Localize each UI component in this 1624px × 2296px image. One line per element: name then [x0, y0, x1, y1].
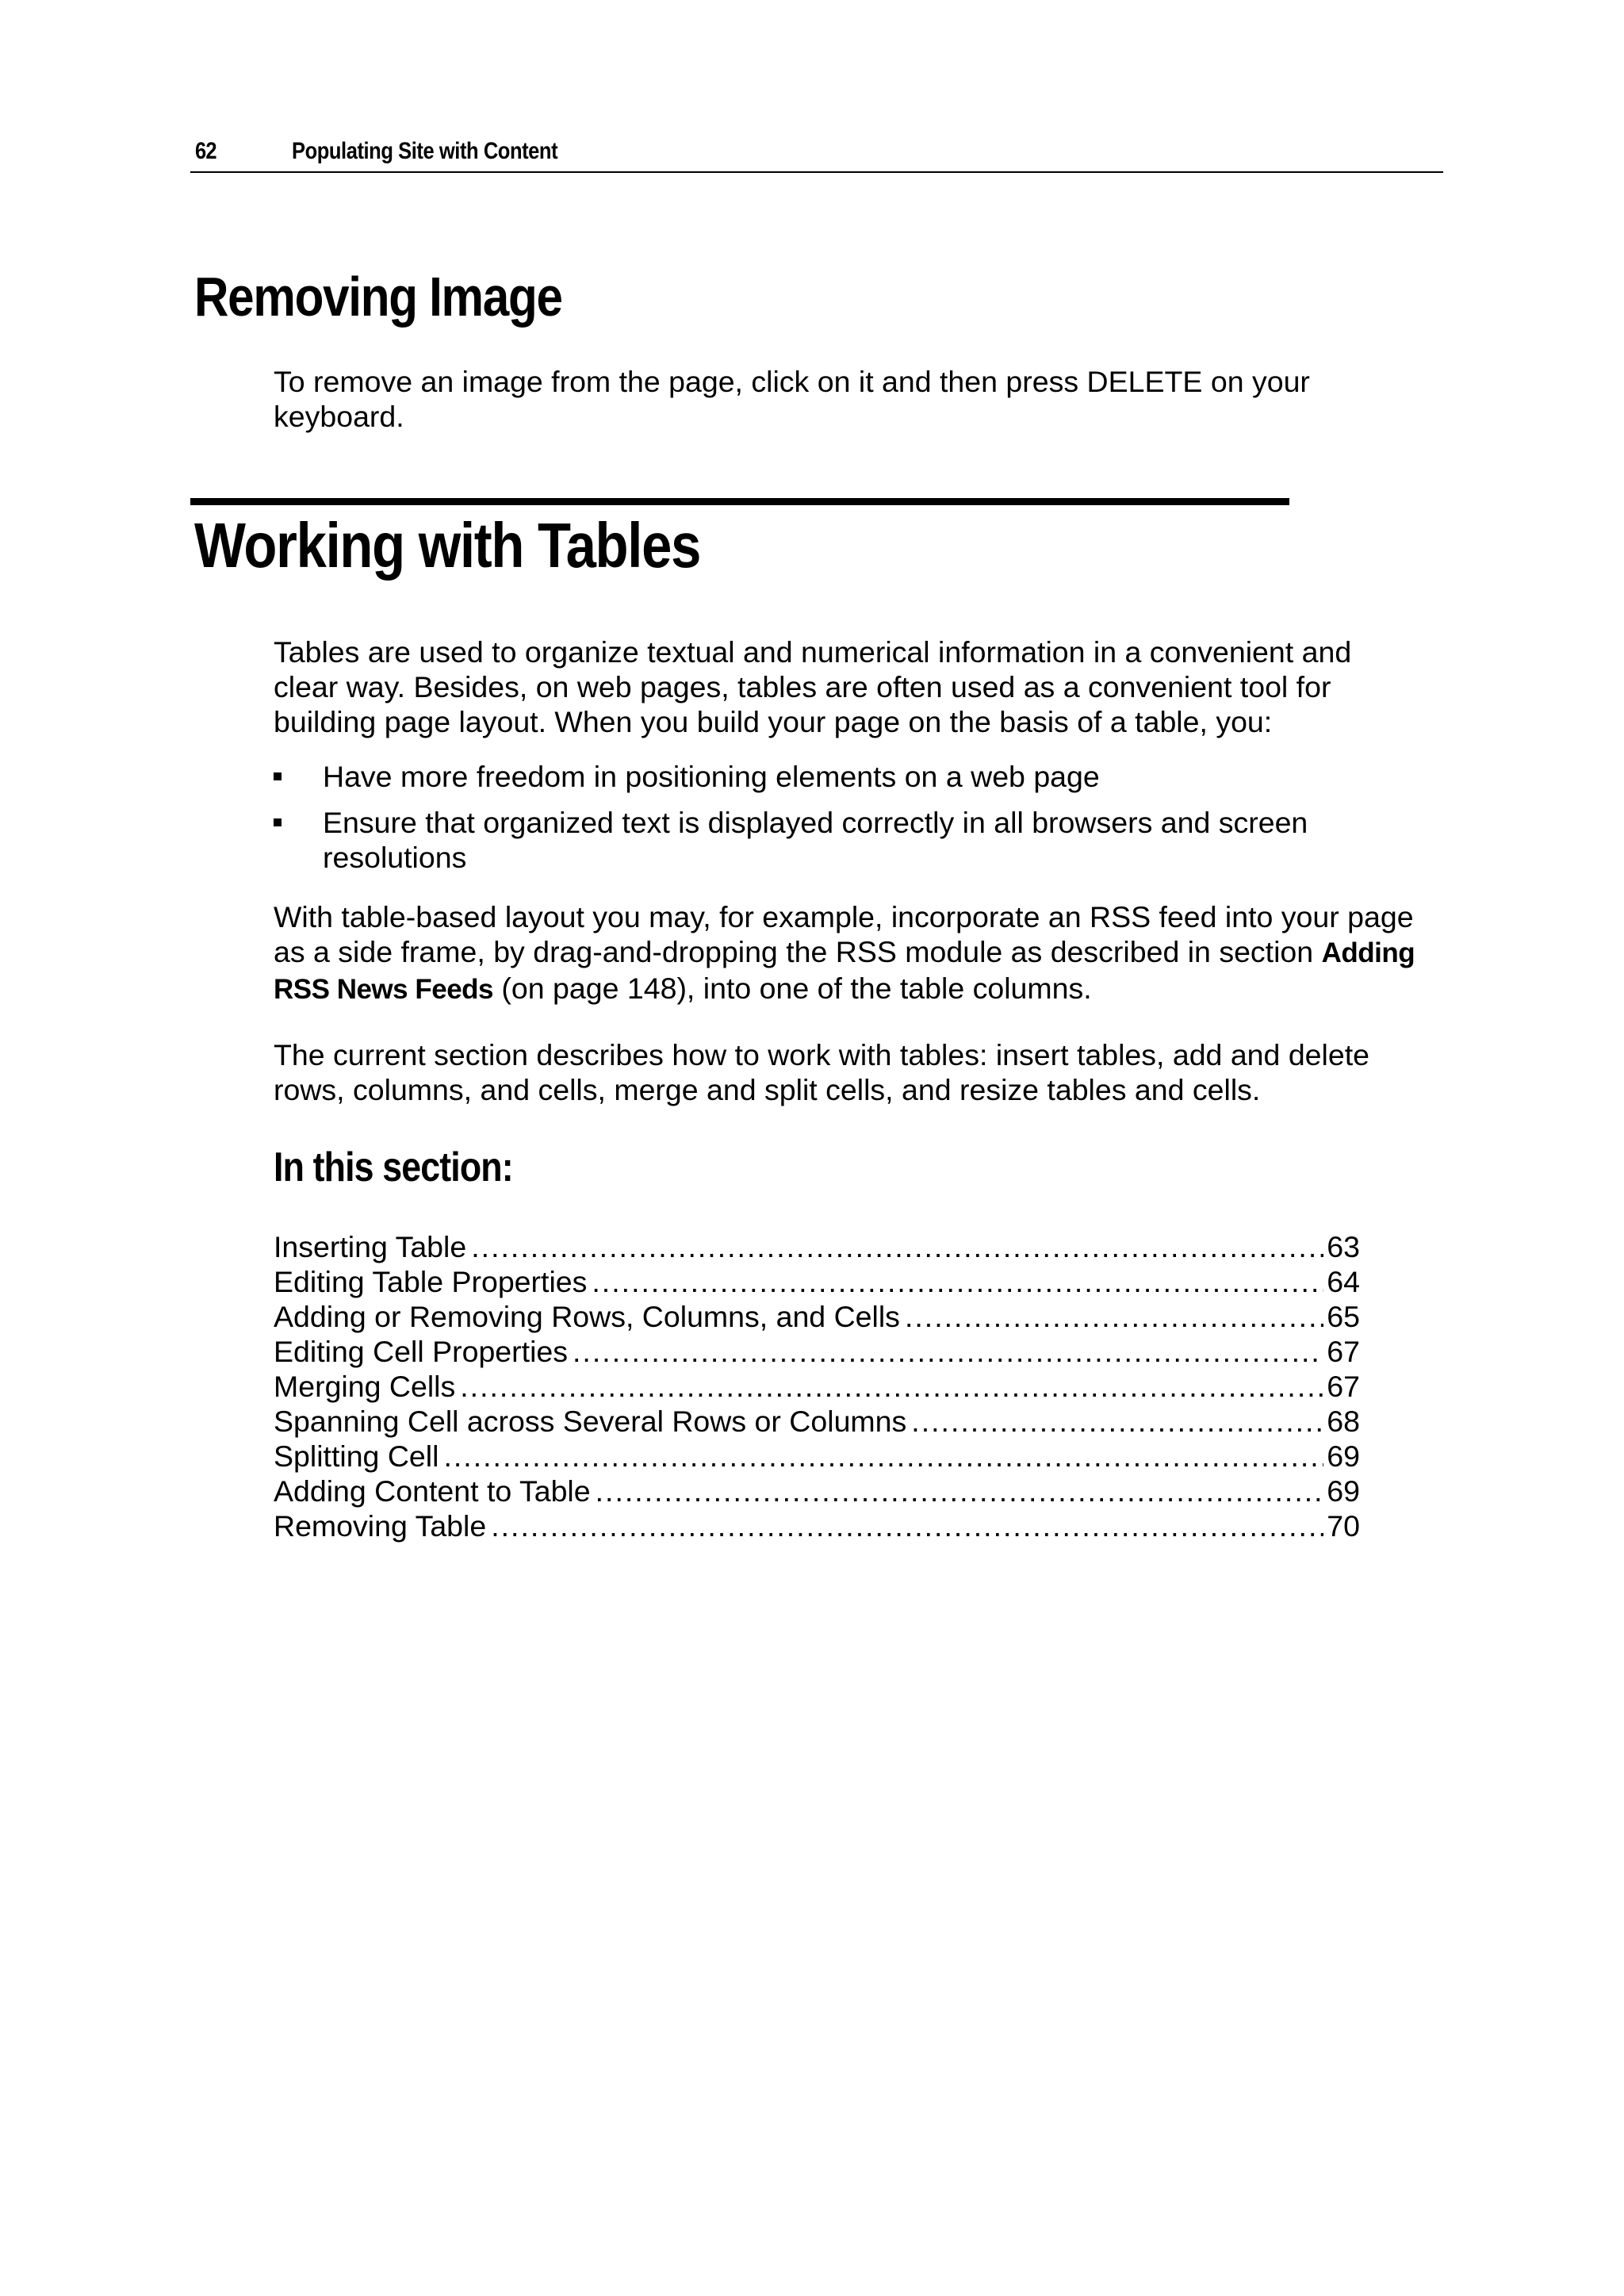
toc-entry-label: Merging Cells: [274, 1370, 456, 1403]
cross-reference-link[interactable]: Adding RSS News Feeds: [274, 937, 1415, 1005]
toc-leader-dots: [905, 1299, 1323, 1334]
toc-entry-label: Removing Table: [274, 1509, 487, 1543]
toc-entry-removing-table[interactable]: [274, 1508, 1360, 1543]
toc-leader-dots: [592, 1264, 1323, 1299]
heading-working-with-tables: Working with Tables: [194, 510, 701, 581]
toc-entry-label: Splitting Cell: [274, 1439, 439, 1473]
toc-entry-adding-content[interactable]: [274, 1474, 1360, 1508]
toc-entry-inserting-table[interactable]: [274, 1229, 1360, 1264]
toc-entry-adding-removing-rows[interactable]: [274, 1299, 1360, 1334]
toc-leader-dots: [460, 1369, 1323, 1404]
toc-entry-editing-cell-properties[interactable]: [274, 1334, 1360, 1369]
toc-entry-label: Inserting Table: [274, 1230, 467, 1263]
list-item: [274, 805, 1400, 875]
toc-entry-page: 63: [1327, 1230, 1360, 1263]
list-item: [274, 759, 1400, 794]
square-bullet-icon: [274, 818, 282, 826]
toc-entry-splitting-cell[interactable]: [274, 1439, 1360, 1474]
heading-in-this-section: In this section:: [274, 1144, 513, 1190]
toc-entry-label: Adding Content to Table: [274, 1474, 591, 1508]
toc-entry-label: Adding or Removing Rows, Columns, and Cells: [274, 1300, 900, 1333]
current-section-paragraph: The current section describes how to work with tables: insert tables, add and delete rows, columns, and cells, merge and split cells, and resize tables and cells.: [274, 1038, 1369, 1106]
rss-paragraph: [274, 899, 1447, 1007]
toc-leader-dots: [573, 1334, 1323, 1369]
toc-entry-page: 65: [1327, 1300, 1360, 1333]
bullet-text: Have more freedom in positioning elements on a web page: [323, 760, 1100, 793]
toc-entry-label: Spanning Cell across Several Rows or Columns: [274, 1405, 907, 1438]
toc-entry-page: 68: [1327, 1405, 1360, 1438]
removing-image-paragraph: To remove an image from the page, click on it and then press DELETE on your keyboard.: [274, 365, 1310, 433]
toc-entry-spanning-cell[interactable]: [274, 1404, 1360, 1439]
toc-entry-label: Editing Table Properties: [274, 1265, 588, 1298]
tables-intro-paragraph: Tables are used to organize textual and numerical information in a convenient and clear way. Besides, on web pages, tables are often used as a convenient tool for building page layout. When you build your page on the basis of a table, you:: [274, 635, 1352, 738]
chapter-rule: [190, 498, 1289, 505]
page-number: 62: [195, 138, 216, 164]
toc-entry-page: 67: [1327, 1335, 1360, 1368]
bullet-list: [274, 759, 1400, 886]
toc-entry-page: 64: [1327, 1265, 1360, 1298]
toc-entry-merging-cells[interactable]: [274, 1369, 1360, 1404]
running-title: Populating Site with Content: [292, 138, 558, 164]
toc-entry-editing-table-properties[interactable]: [274, 1264, 1360, 1299]
rss-paragraph-text-end: (on page 148), into one of the table columns.: [493, 972, 1092, 1005]
toc-entry-label: Editing Cell Properties: [274, 1335, 569, 1368]
table-of-contents: [274, 1229, 1360, 1543]
toc-entry-page: 69: [1327, 1474, 1360, 1508]
toc-entry-page: 70: [1327, 1509, 1360, 1543]
toc-entry-page: 69: [1327, 1439, 1360, 1473]
square-bullet-icon: [274, 772, 282, 780]
toc-leader-dots: [471, 1229, 1323, 1264]
heading-removing-image: Removing Image: [194, 266, 562, 328]
toc-leader-dots: [443, 1439, 1323, 1474]
toc-leader-dots: [911, 1404, 1323, 1439]
page-header: [190, 135, 1443, 173]
rss-paragraph-text: With table-based layout you may, for example, incorporate an RSS feed into your page as a side frame, by drag-and-dropping the RSS module as described in section: [274, 900, 1414, 968]
toc-leader-dots: [491, 1508, 1323, 1543]
bullet-text: Ensure that organized text is displayed correctly in all browsers and screen resolutions: [323, 806, 1308, 874]
toc-leader-dots: [596, 1474, 1324, 1508]
toc-entry-page: 67: [1327, 1370, 1360, 1403]
